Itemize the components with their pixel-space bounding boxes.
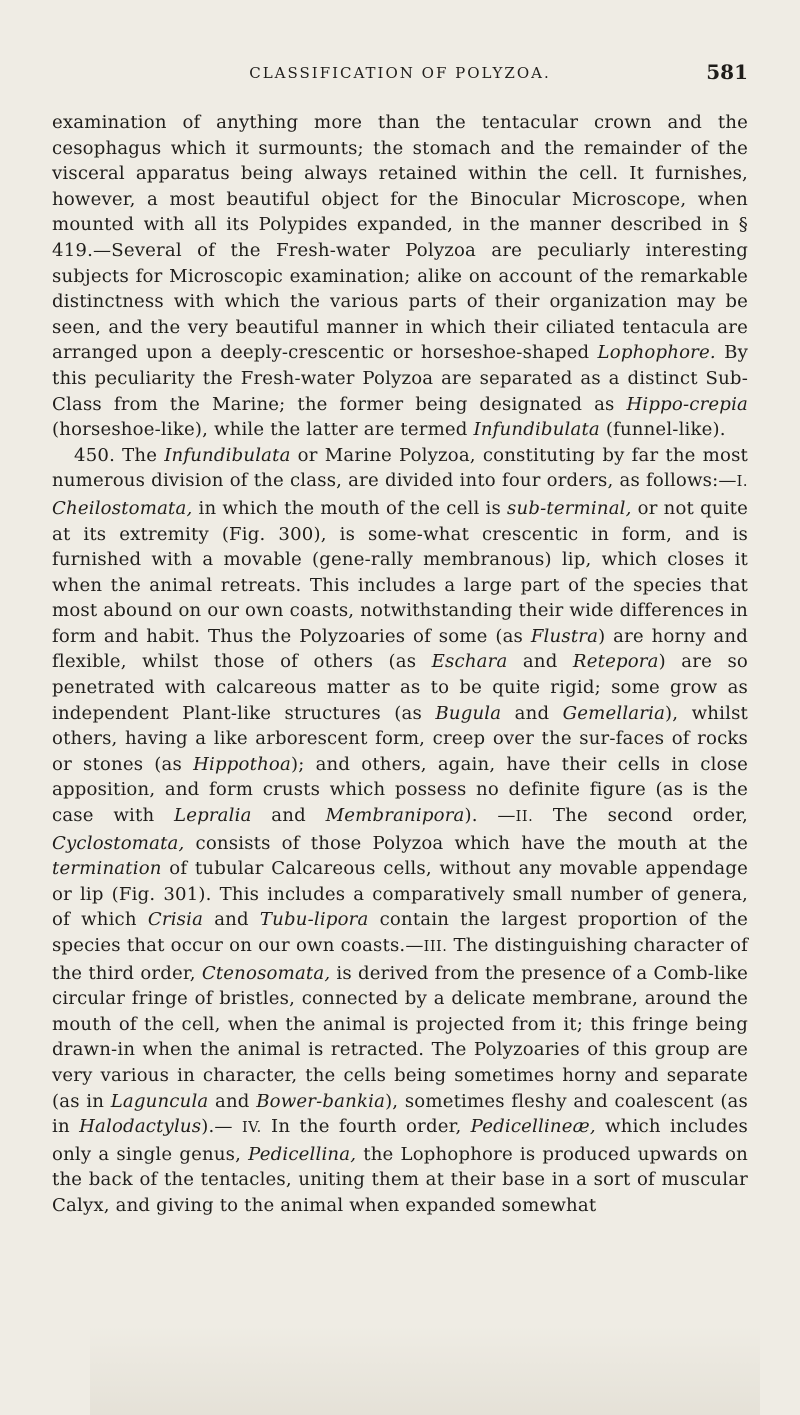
italic-term: Pedicellina,	[248, 1143, 357, 1165]
italic-term: Crisia	[147, 909, 204, 931]
order-numeral: I.	[736, 474, 748, 491]
text-run: in which the mouth of the cell is	[192, 497, 508, 519]
italic-term: Cyclostomata,	[52, 832, 185, 854]
italic-term: Tubu-lipora	[259, 909, 369, 931]
italic-term: Membranipora	[325, 805, 465, 827]
text-run: the Lophophore is produced upwards on the back of the tentacles, uniting them at their base in a sort of muscular Calyx, and giving to the animal when expanded somewhat	[52, 1143, 748, 1216]
text-run: and	[507, 651, 573, 673]
order-numeral: IV.	[241, 1120, 262, 1137]
italic-term: Hippothoa	[193, 753, 291, 775]
text-run: 450. The	[74, 444, 165, 466]
italic-term: Infundibulata	[473, 419, 600, 441]
text-run: or Marine Polyzoa, constituting by far the most numerous division of the class, are divided into four orders, as follows:—	[52, 444, 748, 492]
italic-term: Cheilostomata,	[52, 497, 193, 519]
italic-term: Eschara	[431, 651, 508, 673]
italic-term: Laguncula	[110, 1090, 209, 1112]
text-run: In the fourth order,	[261, 1116, 471, 1138]
order-numeral: II.	[515, 809, 534, 826]
italic-term: Lophophore.	[597, 342, 716, 364]
text-run: examination of anything more than the tentacular crown and the cesophagus which it surmounts; the stomach and the remainder of the visceral apparatus being always retained within the cell. It furnishes, however, a most beautiful object for the Binocular Microscope, when mounted with all its Polypides expanded, in the manner described in § 419.—Several of the Fresh-water Polyzoa are peculiarly interesting subjects for Microscopic examination; alike on account of the remarkable distinctness with which the various parts of their organization may be seen, and the very beautiful manner in which their ciliated tentacula are arranged upon a deeply-crescentic or horseshoe-shaped	[52, 112, 748, 364]
text-run: which includes only a single genus,	[52, 1116, 748, 1165]
page-number: 581	[706, 60, 748, 84]
italic-term: Infundibulata	[164, 444, 291, 466]
italic-term: Gemellaria	[562, 702, 666, 724]
italic-term: Retepora	[572, 651, 659, 673]
running-title: CLASSIFICATION OF POLYZOA.	[249, 64, 551, 82]
order-numeral: III.	[423, 939, 448, 955]
body-text	[52, 110, 748, 1219]
italic-term: Bugula	[435, 702, 502, 724]
italic-term: Ctenosomata,	[201, 962, 331, 984]
text-run: consists of those Polyzoa which have the mouth at the	[184, 832, 748, 854]
text-run: of tubular Calcareous cells, without any movable appendage or lip (Fig. 301). This includes a comparatively small number of genera, of which	[52, 858, 748, 931]
text-run: By this peculiarity the Fresh-water Polyzoa are separated as a distinct Sub-Class from the Marine; the former being designated as	[52, 342, 748, 415]
text-run: contain the largest proportion of the species that occur on our own coasts.—	[52, 909, 748, 956]
text-run: and	[251, 805, 326, 827]
italic-term: Hippo-crepia	[626, 393, 748, 415]
text-run: ); and others, again, have their cells in close apposition, and form crusts which possess no definite figure (as is the case with	[52, 753, 748, 827]
text-run: ).—	[201, 1116, 242, 1138]
text-run: ). —	[464, 805, 516, 827]
text-run: or not quite at its extremity (Fig. 300), is some-what crescentic in form, and is furnished with a movable (gene-rally membranous) lip, which closes it when the animal retreats. This includes a large part of the species that most abound on our own coasts, notwithstanding their wide differences in form and habit. Thus the Polyzoaries of some (as	[52, 497, 748, 647]
text-run: The distinguishing character of the third order,	[52, 935, 748, 984]
text-run: (horseshoe-like), while the latter are termed	[52, 419, 474, 441]
italic-term: sub-terminal,	[507, 497, 632, 519]
text-run: and	[208, 1090, 257, 1112]
text-run: ) are horny and flexible, whilst those of others (as	[52, 625, 748, 673]
text-run: ), whilst others, having a like arborescent form, creep over the sur-faces of rocks or stones (as	[52, 702, 748, 775]
running-head	[52, 50, 748, 90]
text-run: (funnel-like).	[599, 419, 726, 441]
italic-term: Flustra	[530, 625, 599, 647]
page-shadow	[90, 1325, 760, 1415]
italic-term: termination	[52, 858, 162, 880]
italic-term: Pedicellineæ,	[470, 1116, 596, 1138]
italic-term: Bower-bankia	[256, 1090, 386, 1112]
paragraph-450	[52, 443, 748, 1219]
italic-term: Lepralia	[174, 805, 252, 827]
text-run: is derived from the presence of a Comb-like circular fringe of bristles, connected by a delicate membrane, around the mouth of the cell, when the animal is projected from it; this fringe being drawn-in when the animal is retracted. The Polyzoaries of this group are very various in character, the cells being sometimes horny and separate (as in	[52, 962, 748, 1112]
text-run: ), sometimes fleshy and coalescent (as in	[52, 1090, 748, 1138]
italic-term: Halodactylus	[79, 1116, 202, 1138]
paragraph-continued	[52, 110, 748, 443]
text-run: and	[203, 909, 260, 931]
text-run: ) are so penetrated with calcareous matter as to be quite rigid; some grow as independent Plant-like structures (as	[52, 651, 748, 724]
text-run: and	[501, 702, 563, 724]
text-run: The second order,	[533, 805, 748, 827]
